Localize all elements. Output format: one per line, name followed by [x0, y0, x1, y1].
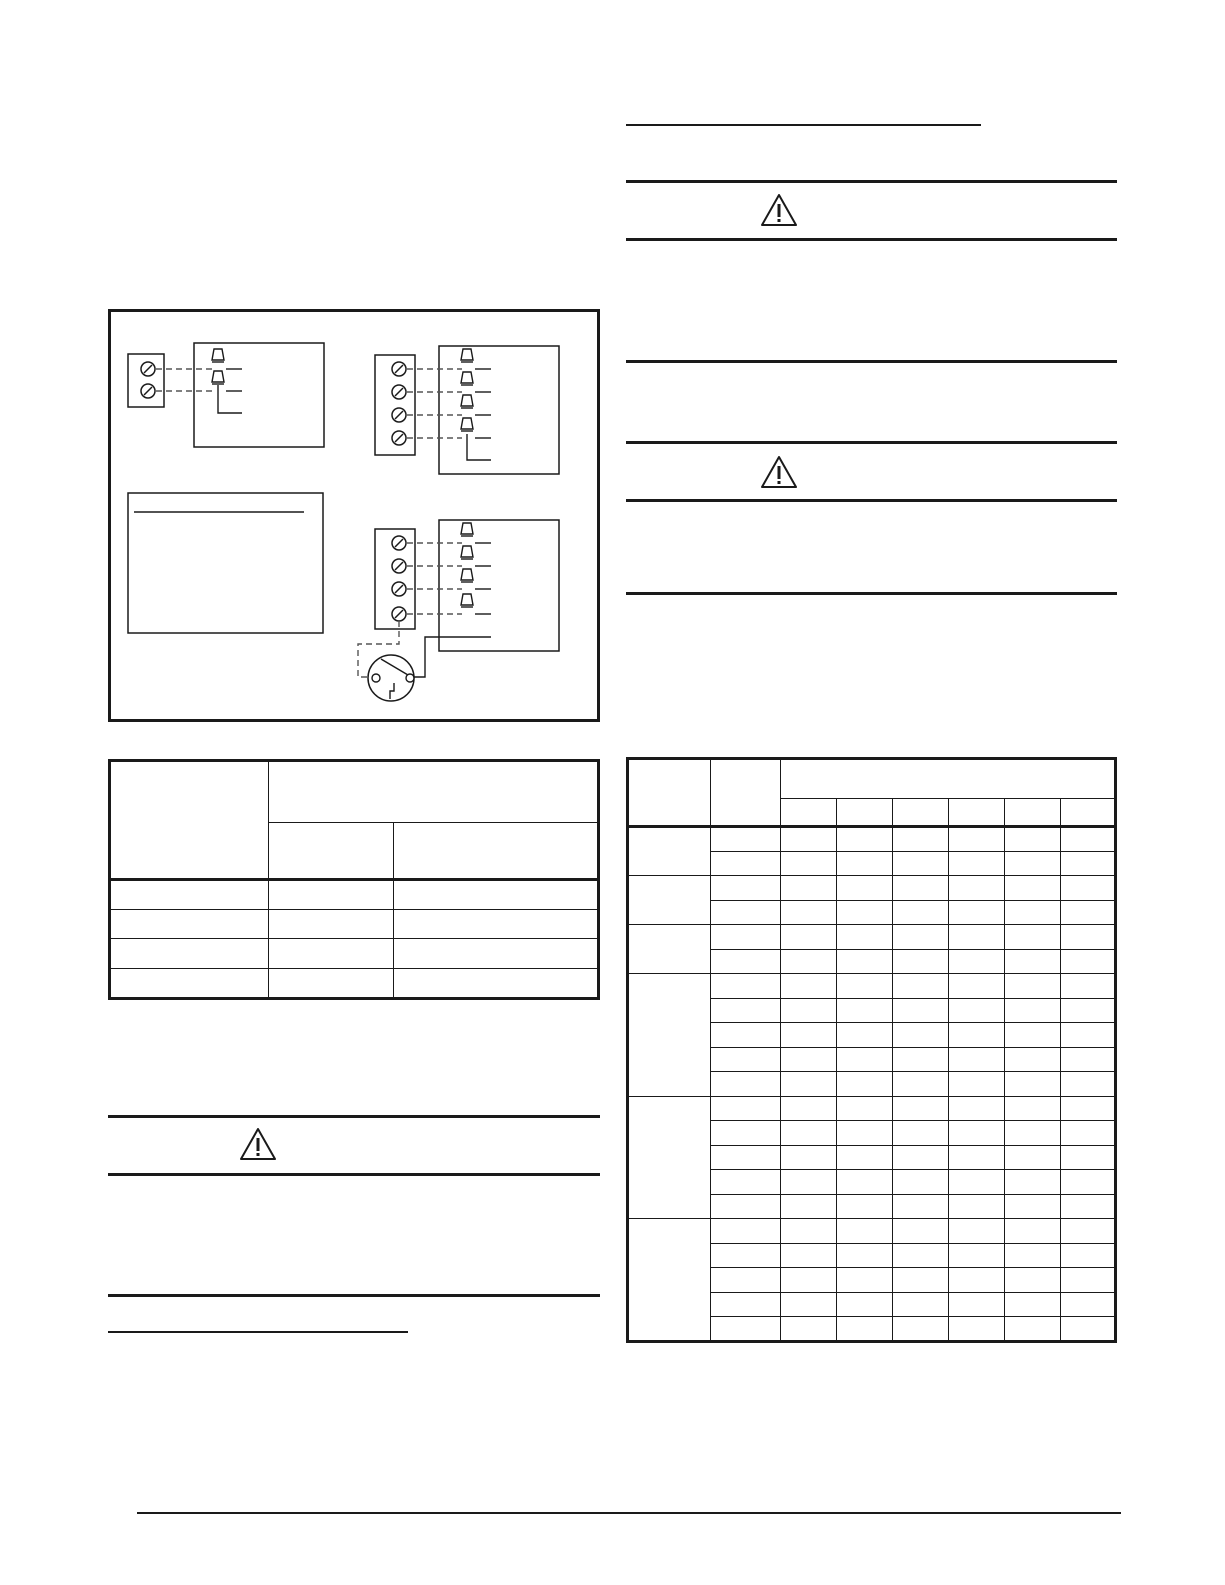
table-header-row [628, 759, 1116, 799]
table-row [110, 939, 599, 969]
warning-rule-top [626, 441, 1117, 444]
table-header-cell [269, 761, 599, 823]
footer-rule [137, 1512, 1121, 1514]
terminal-block-4pin [375, 355, 415, 455]
warning-rule-mid [108, 1173, 600, 1176]
terminal-block-2pin [128, 354, 164, 407]
table-row [628, 925, 1116, 950]
table-row [628, 827, 1116, 852]
wire-nut-icon [461, 569, 473, 582]
warning-triangle-icon [760, 455, 798, 489]
warning-rule-top [108, 1115, 600, 1118]
table-header-cell [269, 822, 394, 879]
warning-triangle-icon [760, 193, 798, 227]
section-underline [108, 1331, 408, 1333]
warning-triangle-icon [239, 1127, 277, 1161]
wire-nut-icon [461, 523, 473, 536]
wire-nut-icon [212, 349, 224, 362]
warning-rule-mid [626, 238, 1117, 241]
warning-rule-bottom [108, 1294, 600, 1297]
table-row [628, 876, 1116, 901]
junction-box-4 [439, 346, 559, 474]
wire-nut-icon [461, 395, 473, 408]
wire-nut-icon [212, 371, 224, 384]
table-row [628, 1219, 1116, 1244]
section-underline [626, 124, 981, 126]
warning-rule-bottom [626, 592, 1117, 595]
warning-rule-mid [626, 499, 1117, 502]
table-header-cell [110, 761, 269, 880]
warning-rule-top [626, 180, 1117, 183]
wire-nut-icon [461, 546, 473, 559]
wire-nut-icon [461, 418, 473, 431]
note-box [128, 493, 323, 633]
table-header-cell [394, 822, 599, 879]
right-data-table [626, 757, 1117, 1343]
table-row [628, 974, 1116, 999]
wire-nut-icon [461, 349, 473, 362]
table-row [110, 909, 599, 939]
wire-nut-icon [461, 372, 473, 385]
table-row [110, 969, 599, 999]
table-row [628, 1096, 1116, 1121]
junction-box-4b [439, 520, 559, 651]
thermostat-switch-icon [368, 655, 414, 701]
table-row [110, 879, 599, 909]
wiring-diagram-svg [108, 309, 600, 722]
wiring-diagram-figure [108, 309, 600, 722]
left-spec-table [108, 759, 600, 1000]
wire-nut-icon [461, 594, 473, 607]
warning-rule-bottom [626, 360, 1117, 363]
